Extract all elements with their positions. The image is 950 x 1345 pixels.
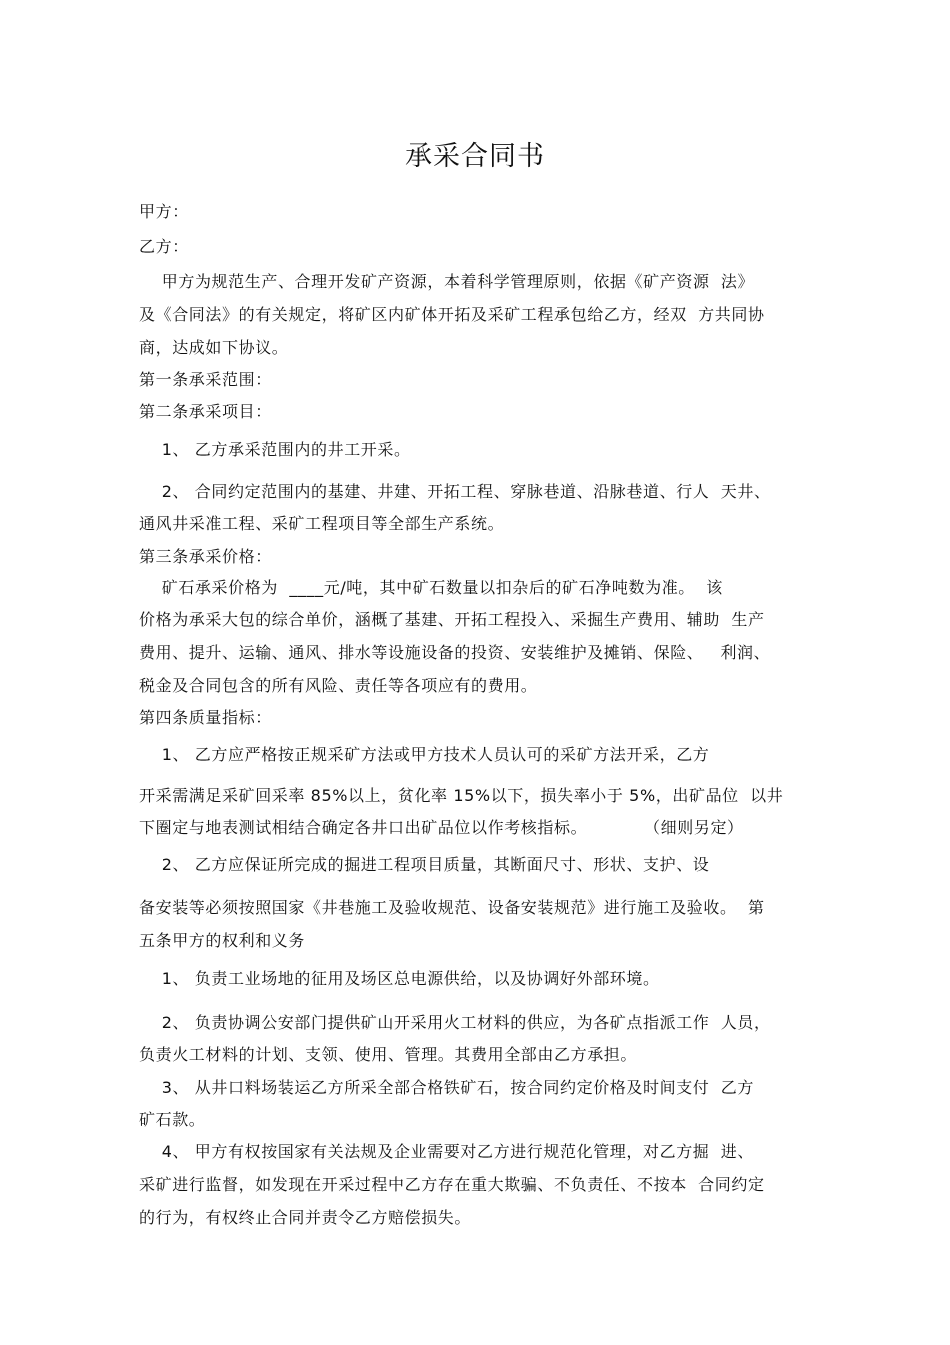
preamble-line-3: 商，达成如下协议。 bbox=[139, 338, 289, 357]
article-5-item-4-line-2: 采矿进行监督，如发现在开采过程中乙方存在重大欺骗、不负责任、不按本 合同约定 bbox=[139, 1175, 765, 1194]
article-2-item-1: 1、 乙方承采范围内的井工开采。 bbox=[139, 440, 411, 459]
article-4-item-1-line-1: 1、 乙方应严格按正规采矿方法或甲方技术人员认可的采矿方法开采，乙方 bbox=[139, 745, 710, 764]
document-title: 承采合同书 bbox=[405, 141, 545, 172]
article-5-item-1: 1、 负责工业场地的征用及场区总电源供给，以及协调好外部环境。 bbox=[139, 969, 660, 988]
article-5-heading: 五条甲方的权利和义务 bbox=[139, 931, 306, 950]
article-5-item-4-line-1: 4、 甲方有权按国家有关法规及企业需要对乙方进行规范化管理，对乙方掘 进、 bbox=[139, 1142, 754, 1161]
article-4-item-2-line-1: 2、 乙方应保证所完成的掘进工程项目质量，其断面尺寸、形状、支护、设 bbox=[139, 855, 710, 874]
article-5-item-2-line-1: 2、 负责协调公安部门提供矿山开采用火工材料的供应，为各矿点指派工作 人员， bbox=[139, 1013, 771, 1032]
article-5-item-3-line-2: 矿石款。 bbox=[139, 1110, 206, 1129]
article-3-line-4: 税金及合同包含的所有风险、责任等各项应有的费用。 bbox=[139, 676, 538, 695]
preamble-line-2: 及《合同法》的有关规定，将矿区内矿体开拓及采矿工程承包给乙方，经双 方共同协 bbox=[139, 305, 765, 324]
article-4-item-1-line-3: 下圈定与地表测试相结合确定各井口出矿品位以作考核指标。 （细则另定） bbox=[139, 818, 744, 837]
article-3-line-3: 费用、提升、运输、通风、排水等设施设备的投资、安装维护及摊销、保险、 利润、 bbox=[139, 643, 771, 662]
article-3-line-2: 价格为承采大包的综合单价，涵概了基建、开拓工程投入、采掘生产费用、辅助 生产 bbox=[139, 610, 765, 629]
article-5-item-4-line-3: 的行为，有权终止合同并责令乙方赔偿损失。 bbox=[139, 1208, 472, 1227]
article-3-heading: 第三条承采价格： bbox=[139, 547, 272, 566]
article-5-item-2-line-2: 负责火工材料的计划、支领、使用、管理。其费用全部由乙方承担。 bbox=[139, 1045, 638, 1064]
article-2-item-2-line-2: 通风井采准工程、采矿工程项目等全部生产系统。 bbox=[139, 514, 505, 533]
article-4-heading: 第四条质量指标： bbox=[139, 708, 272, 727]
article-4-item-1-line-2: 开采需满足采矿回采率 85%以上，贫化率 15%以下，损失率小于 5%，出矿品位 以井 bbox=[139, 786, 784, 805]
article-2-item-2-line-1: 2、 合同约定范围内的基建、井建、开拓工程、穿脉巷道、沿脉巷道、行人 天井、 bbox=[139, 482, 771, 501]
party-b-line: 乙方： bbox=[139, 237, 189, 256]
article-5-item-3-line-1: 3、 从井口料场装运乙方所采全部合格铁矿石，按合同约定价格及时间支付 乙方 bbox=[139, 1078, 754, 1097]
article-1-heading: 第一条承采范围： bbox=[139, 370, 272, 389]
article-4-item-2-line-2: 备安装等必须按照国家《井巷施工及验收规范、设备安装规范》进行施工及验收。 第 bbox=[139, 898, 765, 917]
preamble-line-1: 甲方为规范生产、合理开发矿产资源，本着科学管理原则，依据《矿产资源 法》 bbox=[139, 272, 755, 291]
party-a-line: 甲方： bbox=[139, 202, 189, 221]
article-2-heading: 第二条承采项目： bbox=[139, 402, 272, 421]
article-3-line-1: 矿石承采价格为 ____元/吨，其中矿石数量以扣杂后的矿石净吨数为准。 该 bbox=[139, 578, 723, 597]
